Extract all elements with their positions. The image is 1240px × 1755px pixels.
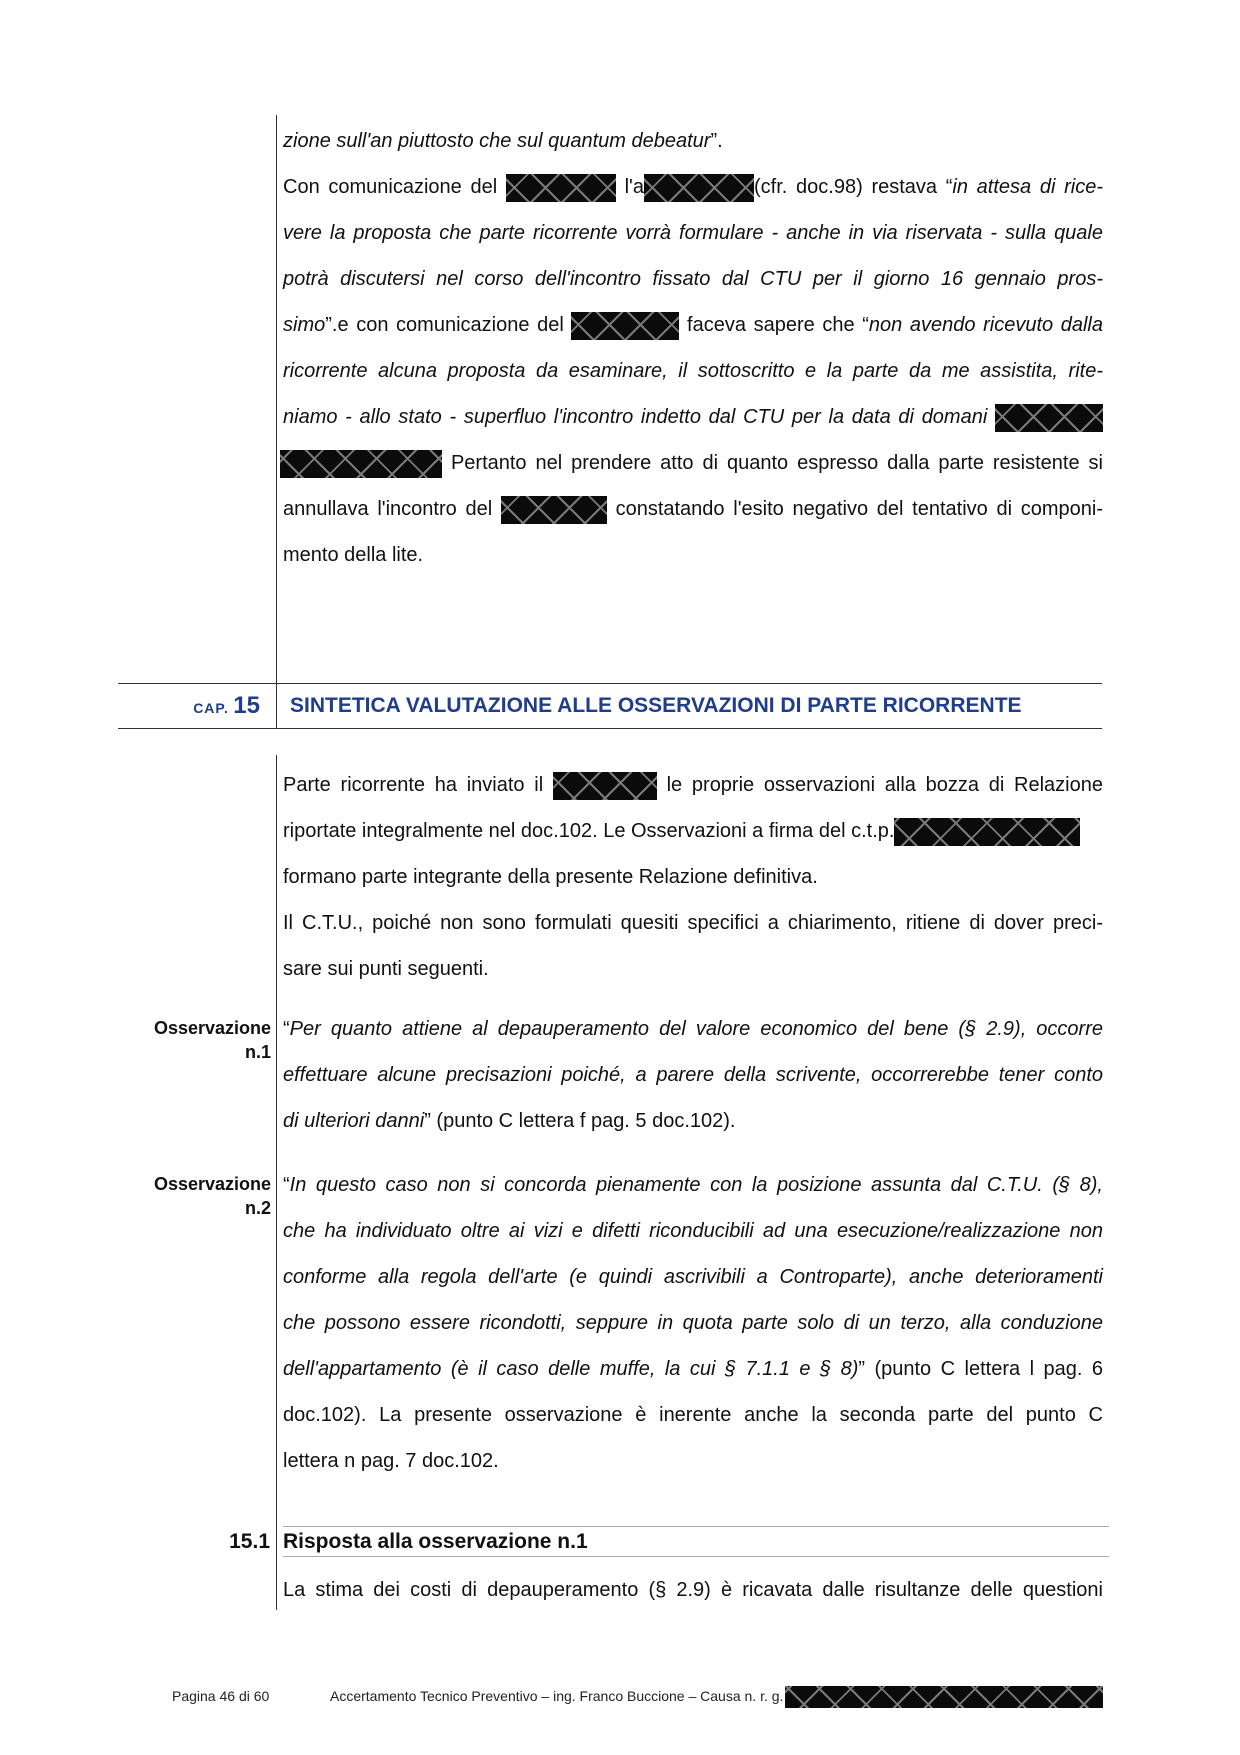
text-line: sare sui punti seguenti. bbox=[283, 958, 489, 980]
text-line: dell'appartamento (è il caso delle muffe, la cui § 7.1.1 e § 8)” (punto C lettera l pag. 6 bbox=[283, 1358, 1103, 1380]
text-line: che ha individuato oltre ai vizi e difetti riconducibili ad una esecuzione/realizzazione non bbox=[283, 1220, 1103, 1242]
text-line: potrà discutersi nel corso dell'incontro fissato dal CTU per il giorno 16 gennaio pros- bbox=[283, 268, 1103, 290]
section-rule-top bbox=[283, 1526, 1109, 1527]
text-line: Con comunicazione del l'a (cfr. doc.98) restava “in attesa di rice- bbox=[283, 175, 1103, 199]
chapter-rule-bottom bbox=[118, 728, 1102, 729]
text-line: niamo - allo stato - superfluo l'incontro indetto dal CTU per la data di domani bbox=[283, 405, 1103, 429]
redaction-box bbox=[280, 450, 442, 478]
text-line: riportate integralmente nel doc.102. Le Osservazioni a firma del c.t.p. bbox=[283, 819, 1103, 843]
text-line: annullava l'incontro del constatando l'esito negativo del tentativo di componi- bbox=[283, 497, 1103, 521]
text-line: conforme alla regola dell'arte (e quindi ascrivibili a Controparte), anche deterioramenti bbox=[283, 1266, 1103, 1288]
footer-document-title: Accertamento Tecnico Preventivo – ing. Franco Buccione – Causa n. r. g. bbox=[330, 1688, 1103, 1705]
footer-page-number: Pagina 46 di 60 bbox=[172, 1688, 270, 1704]
text-line: di ulteriori danni” (punto C lettera f pag. 5 doc.102). bbox=[283, 1110, 736, 1132]
text-line: zione sull'an piuttosto che sul quantum debeatur”. bbox=[283, 130, 723, 152]
text-line: La stima dei costi di depauperamento (§ 2.9) è ricavata dalle risultanze delle questioni bbox=[283, 1579, 1103, 1601]
text-line: mento della lite. bbox=[283, 544, 424, 566]
text-line: lettera n pag. 7 doc.102. bbox=[283, 1450, 499, 1472]
observation-label: Osservazione n.1 bbox=[153, 1018, 271, 1062]
redaction-box bbox=[501, 496, 607, 524]
section-title: Risposta alla osservazione n.1 bbox=[283, 1530, 588, 1553]
text-line: ricorrente alcuna proposta da esaminare, il sottoscritto e la parte da me assistita, rite- bbox=[283, 360, 1103, 382]
chapter-title: SINTETICA VALUTAZIONE ALLE OSSERVAZIONI DI PARTE RICORRENTE bbox=[290, 694, 1022, 717]
margin-rule-top bbox=[276, 115, 277, 683]
chapter-label: CAP. 15 bbox=[193, 692, 260, 719]
section-rule-bottom bbox=[283, 1556, 1109, 1557]
redaction-box bbox=[553, 772, 657, 800]
text-line: “Per quanto attiene al depauperamento del valore economico del bene (§ 2.9), occorre bbox=[283, 1018, 1103, 1040]
text-line: Parte ricorrente ha inviato il le proprie osservazioni alla bozza di Relazione bbox=[283, 773, 1103, 797]
text-line: “In questo caso non si concorda pienamente con la posizione assunta dal C.T.U. (§ 8), bbox=[283, 1174, 1103, 1196]
redaction-box bbox=[894, 818, 1080, 846]
redaction-box bbox=[571, 312, 679, 340]
chapter-divider bbox=[276, 683, 277, 728]
chapter-rule-top bbox=[118, 683, 1102, 684]
text-line: vere la proposta che parte ricorrente vorrà formulare - anche in via riservata - sulla quale bbox=[283, 222, 1103, 244]
redaction-box bbox=[506, 174, 616, 202]
text-line: che possono essere ricondotti, seppure in quota parte solo di un terzo, alla conduzione bbox=[283, 1312, 1103, 1334]
text-line: Pertanto nel prendere atto di quanto espresso dalla parte resistente si bbox=[280, 451, 1103, 475]
text-line: formano parte integrante della presente Relazione definitiva. bbox=[283, 866, 818, 888]
section-number: 15.1 bbox=[229, 1530, 270, 1553]
text-line: Il C.T.U., poiché non sono formulati quesiti specifici a chiarimento, ritiene di dover preci- bbox=[283, 912, 1103, 934]
redaction-box bbox=[644, 174, 754, 202]
redaction-box bbox=[785, 1686, 1103, 1708]
text-line: simo”.e con comunicazione del faceva sapere che “non avendo ricevuto dalla bbox=[283, 313, 1103, 337]
margin-rule-bottom bbox=[276, 755, 277, 1610]
text-line: effettuare alcune precisazioni poiché, a parere della scrivente, occorrerebbe tener conto bbox=[283, 1064, 1103, 1086]
text-line: doc.102). La presente osservazione è inerente anche la seconda parte del punto C bbox=[283, 1404, 1103, 1426]
redaction-box bbox=[995, 404, 1103, 432]
observation-label: Osservazione n.2 bbox=[153, 1174, 271, 1218]
